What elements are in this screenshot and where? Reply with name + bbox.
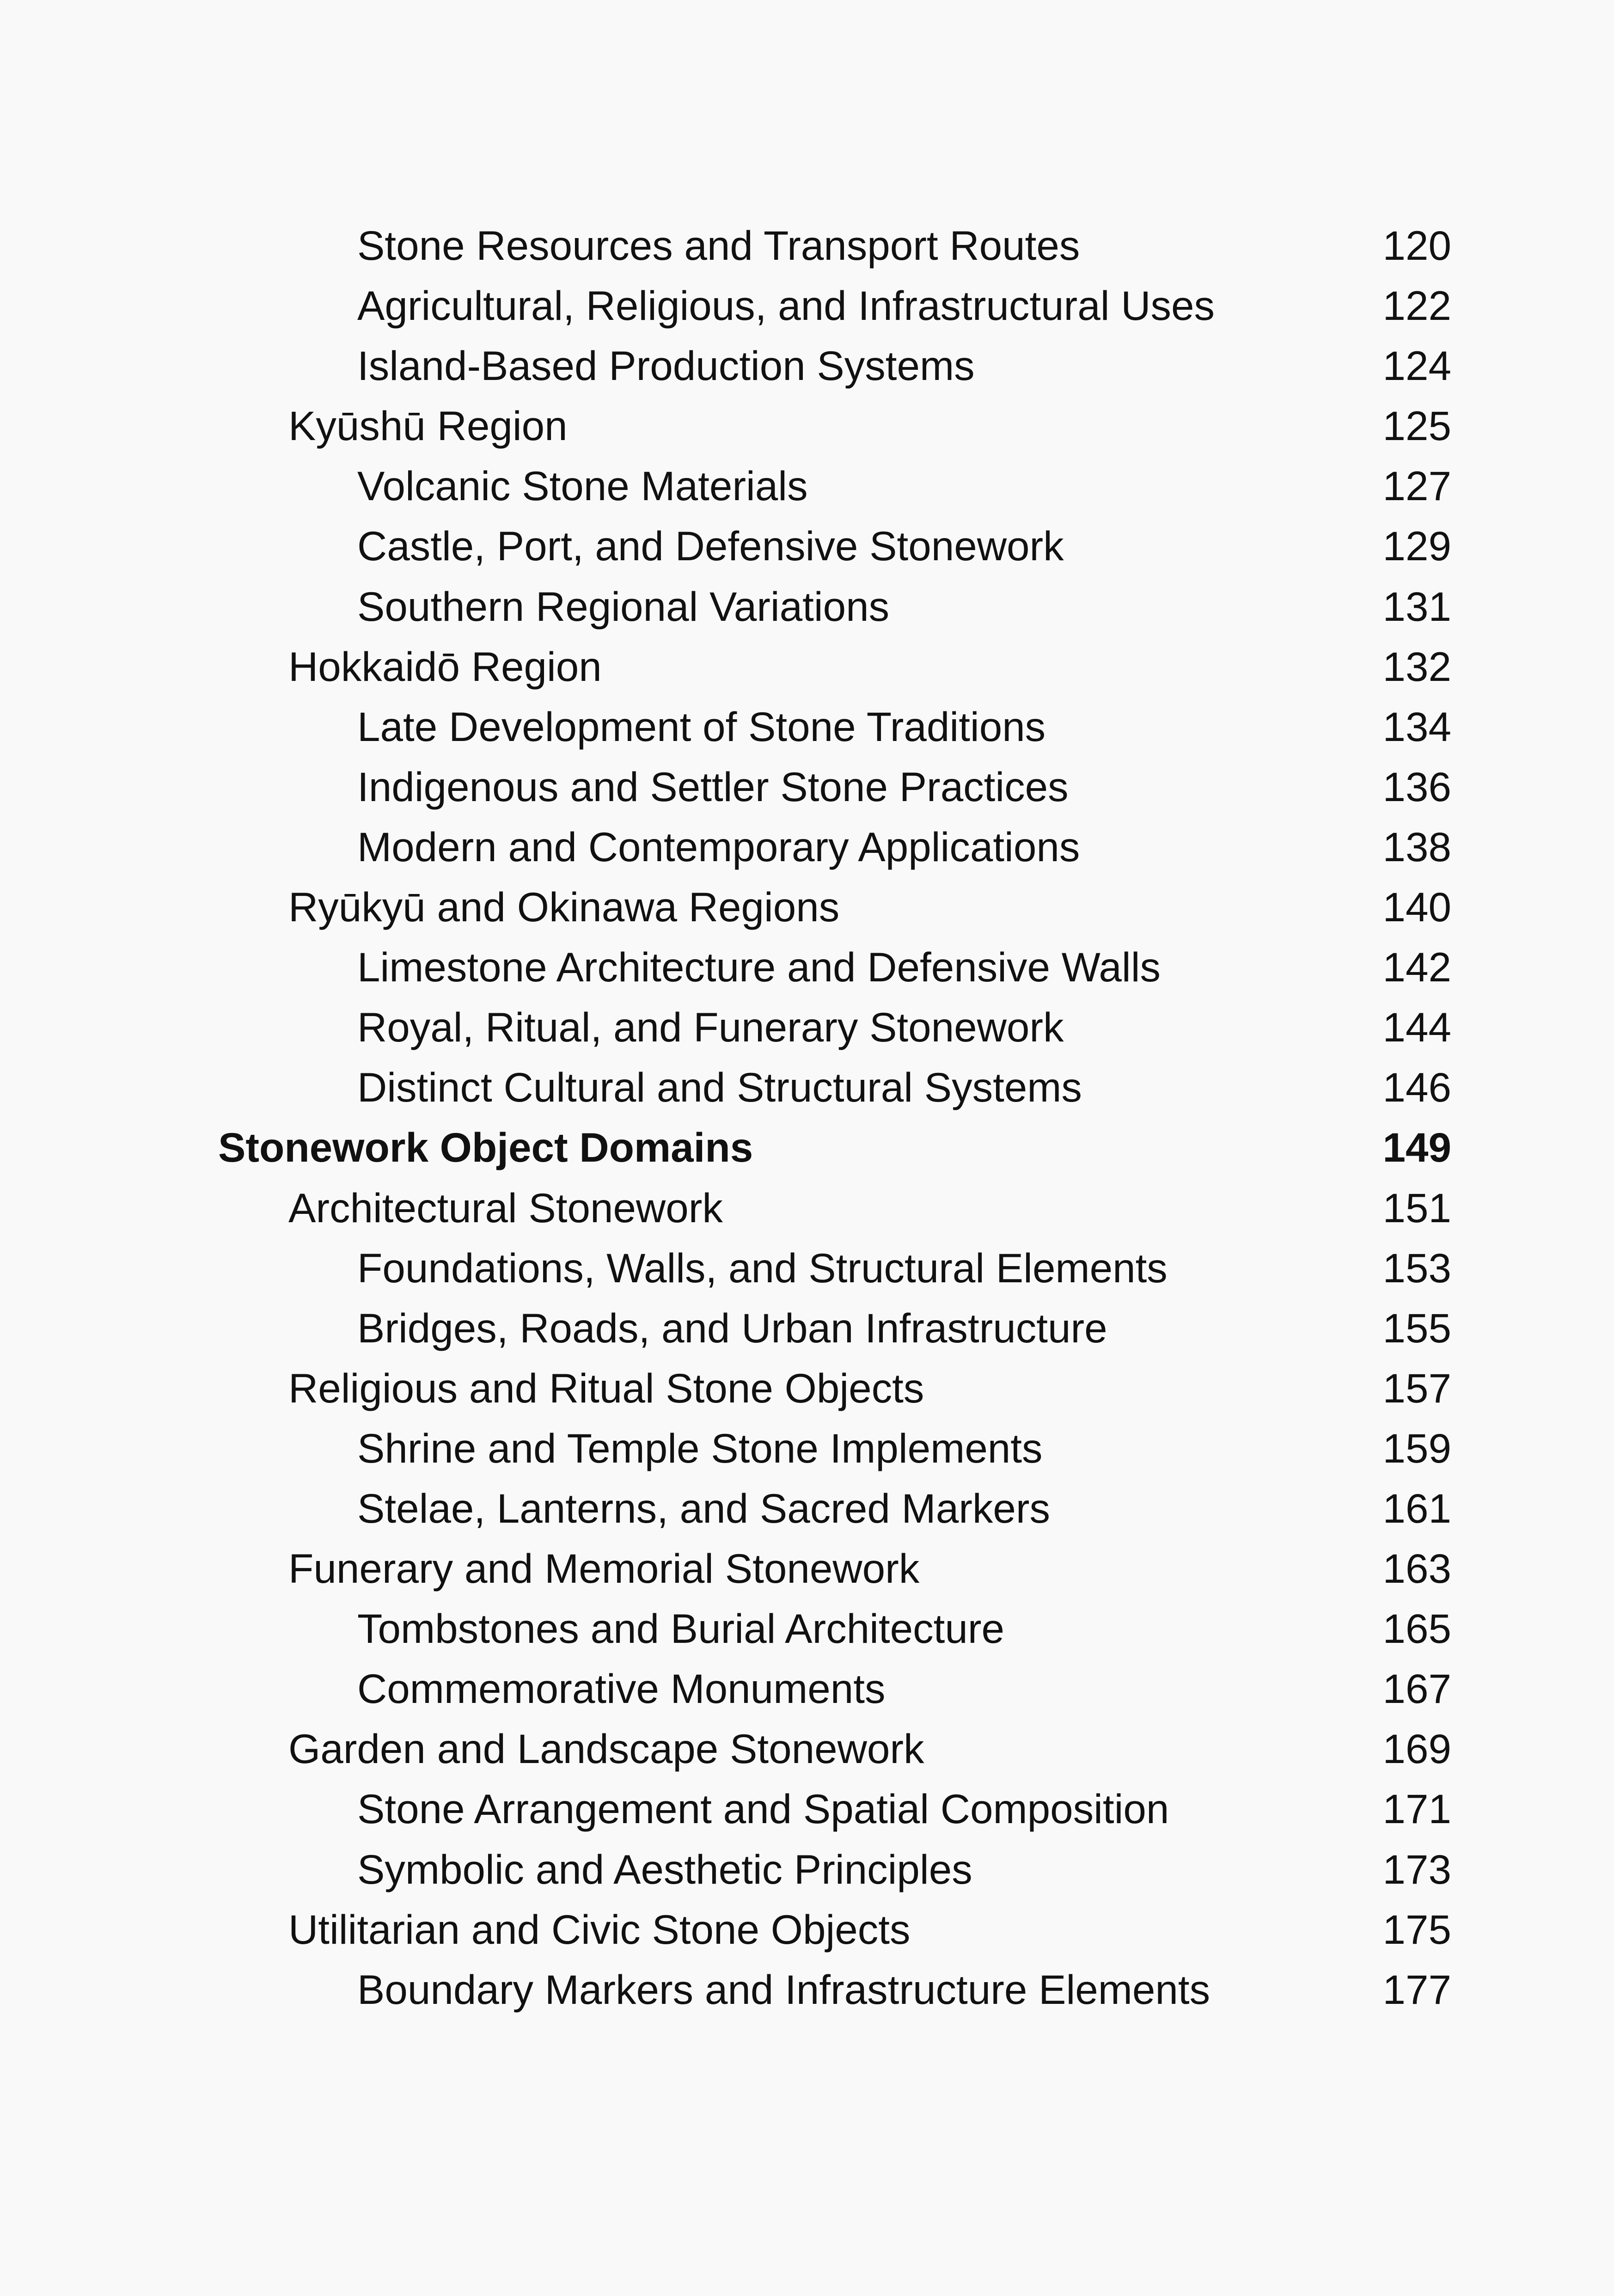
- toc-chapter-entry[interactable]: [0, 1358, 1614, 1418]
- toc-subsection-entry[interactable]: [0, 1659, 1614, 1719]
- toc-entry-title: Tombstones and Burial Architecture: [357, 1605, 1005, 1652]
- toc-entry-page-number: 120: [1382, 222, 1451, 269]
- toc-subsection-entry[interactable]: [0, 1478, 1614, 1538]
- toc-entry-page-number: 177: [1382, 1966, 1451, 2013]
- toc-subsection-entry[interactable]: [0, 1779, 1614, 1839]
- toc-subsection-entry[interactable]: [0, 697, 1614, 757]
- toc-entry-title: Funerary and Memorial Stonework: [288, 1545, 920, 1592]
- toc-subsection-entry[interactable]: [0, 215, 1614, 276]
- toc-entry-title: Late Development of Stone Traditions: [357, 703, 1046, 750]
- toc-entry-title: Hokkaidō Region: [288, 643, 602, 690]
- toc-entry-title: Agricultural, Religious, and Infrastructural Uses: [357, 282, 1215, 329]
- toc-subsection-entry[interactable]: [0, 456, 1614, 516]
- toc-entry-title: Distinct Cultural and Structural Systems: [357, 1064, 1082, 1111]
- toc-entry-page-number: 169: [1382, 1726, 1451, 1772]
- toc-entry-title: Kyūshū Region: [288, 403, 568, 449]
- toc-subsection-entry[interactable]: [0, 336, 1614, 396]
- table-of-contents: [0, 215, 1614, 2020]
- toc-subsection-entry[interactable]: [0, 576, 1614, 637]
- toc-entry-page-number: 171: [1382, 1786, 1451, 1832]
- toc-entry-title: Symbolic and Aesthetic Principles: [357, 1846, 972, 1892]
- toc-subsection-entry[interactable]: [0, 937, 1614, 997]
- toc-entry-page-number: 125: [1382, 403, 1451, 449]
- toc-entry-title: Architectural Stonework: [288, 1184, 723, 1231]
- toc-entry-page-number: 155: [1382, 1304, 1451, 1351]
- toc-subsection-entry[interactable]: [0, 1418, 1614, 1478]
- toc-entry-title: Foundations, Walls, and Structural Elements: [357, 1244, 1168, 1291]
- toc-entry-page-number: 157: [1382, 1365, 1451, 1411]
- toc-section-entry[interactable]: [0, 1117, 1614, 1177]
- toc-entry-title: Boundary Markers and Infrastructure Elements: [357, 1966, 1210, 2013]
- toc-entry-page-number: 122: [1382, 282, 1451, 329]
- toc-subsection-entry[interactable]: [0, 1839, 1614, 1899]
- toc-entry-page-number: 159: [1382, 1425, 1451, 1471]
- toc-entry-page-number: 142: [1382, 944, 1451, 991]
- toc-subsection-entry[interactable]: [0, 1238, 1614, 1298]
- toc-entry-title: Ryūkyū and Okinawa Regions: [288, 884, 840, 931]
- toc-entry-title: Shrine and Temple Stone Implements: [357, 1425, 1043, 1471]
- toc-subsection-entry[interactable]: [0, 757, 1614, 817]
- toc-subsection-entry[interactable]: [0, 516, 1614, 576]
- toc-subsection-entry[interactable]: [0, 1598, 1614, 1659]
- toc-entry-title: Stonework Object Domains: [218, 1124, 753, 1171]
- toc-entry-page-number: 161: [1382, 1485, 1451, 1531]
- toc-entry-title: Commemorative Monuments: [357, 1665, 886, 1712]
- toc-entry-page-number: 138: [1382, 823, 1451, 870]
- toc-entry-page-number: 146: [1382, 1064, 1451, 1111]
- toc-entry-title: Castle, Port, and Defensive Stonework: [357, 523, 1064, 569]
- toc-entry-page-number: 127: [1382, 463, 1451, 509]
- toc-entry-page-number: 151: [1382, 1184, 1451, 1231]
- toc-subsection-entry[interactable]: [0, 276, 1614, 336]
- toc-chapter-entry[interactable]: [0, 1178, 1614, 1238]
- toc-entry-title: Island-Based Production Systems: [357, 343, 975, 389]
- toc-entry-title: Modern and Contemporary Applications: [357, 823, 1080, 870]
- toc-entry-page-number: 131: [1382, 583, 1451, 630]
- toc-subsection-entry[interactable]: [0, 1057, 1614, 1117]
- toc-entry-page-number: 134: [1382, 703, 1451, 750]
- toc-entry-title: Garden and Landscape Stonework: [288, 1726, 924, 1772]
- toc-entry-page-number: 163: [1382, 1545, 1451, 1592]
- toc-entry-title: Utilitarian and Civic Stone Objects: [288, 1906, 911, 1953]
- toc-chapter-entry[interactable]: [0, 1538, 1614, 1598]
- toc-entry-page-number: 175: [1382, 1906, 1451, 1953]
- toc-chapter-entry[interactable]: [0, 637, 1614, 697]
- toc-entry-page-number: 140: [1382, 884, 1451, 931]
- toc-entry-page-number: 132: [1382, 643, 1451, 690]
- toc-chapter-entry[interactable]: [0, 1899, 1614, 1959]
- toc-subsection-entry[interactable]: [0, 1298, 1614, 1358]
- toc-entry-title: Indigenous and Settler Stone Practices: [357, 763, 1069, 810]
- toc-entry-page-number: 129: [1382, 523, 1451, 569]
- toc-entry-page-number: 153: [1382, 1244, 1451, 1291]
- toc-entry-title: Religious and Ritual Stone Objects: [288, 1365, 924, 1411]
- toc-entry-page-number: 167: [1382, 1665, 1451, 1712]
- toc-entry-page-number: 136: [1382, 763, 1451, 810]
- toc-subsection-entry[interactable]: [0, 997, 1614, 1057]
- toc-chapter-entry[interactable]: [0, 396, 1614, 456]
- toc-chapter-entry[interactable]: [0, 877, 1614, 937]
- toc-entry-title: Royal, Ritual, and Funerary Stonework: [357, 1004, 1064, 1051]
- toc-entry-title: Limestone Architecture and Defensive Walls: [357, 944, 1161, 991]
- toc-entry-title: Southern Regional Variations: [357, 583, 890, 630]
- toc-subsection-entry[interactable]: [0, 817, 1614, 877]
- toc-entry-title: Stelae, Lanterns, and Sacred Markers: [357, 1485, 1050, 1531]
- toc-chapter-entry[interactable]: [0, 1719, 1614, 1779]
- toc-entry-page-number: 149: [1382, 1124, 1451, 1171]
- toc-entry-page-number: 124: [1382, 343, 1451, 389]
- toc-entry-page-number: 165: [1382, 1605, 1451, 1652]
- toc-entry-title: Stone Resources and Transport Routes: [357, 222, 1080, 269]
- toc-entry-page-number: 144: [1382, 1004, 1451, 1051]
- toc-entry-title: Volcanic Stone Materials: [357, 463, 808, 509]
- toc-subsection-entry[interactable]: [0, 1959, 1614, 2020]
- toc-entry-title: Stone Arrangement and Spatial Composition: [357, 1786, 1169, 1832]
- toc-entry-title: Bridges, Roads, and Urban Infrastructure: [357, 1304, 1107, 1351]
- toc-entry-page-number: 173: [1382, 1846, 1451, 1892]
